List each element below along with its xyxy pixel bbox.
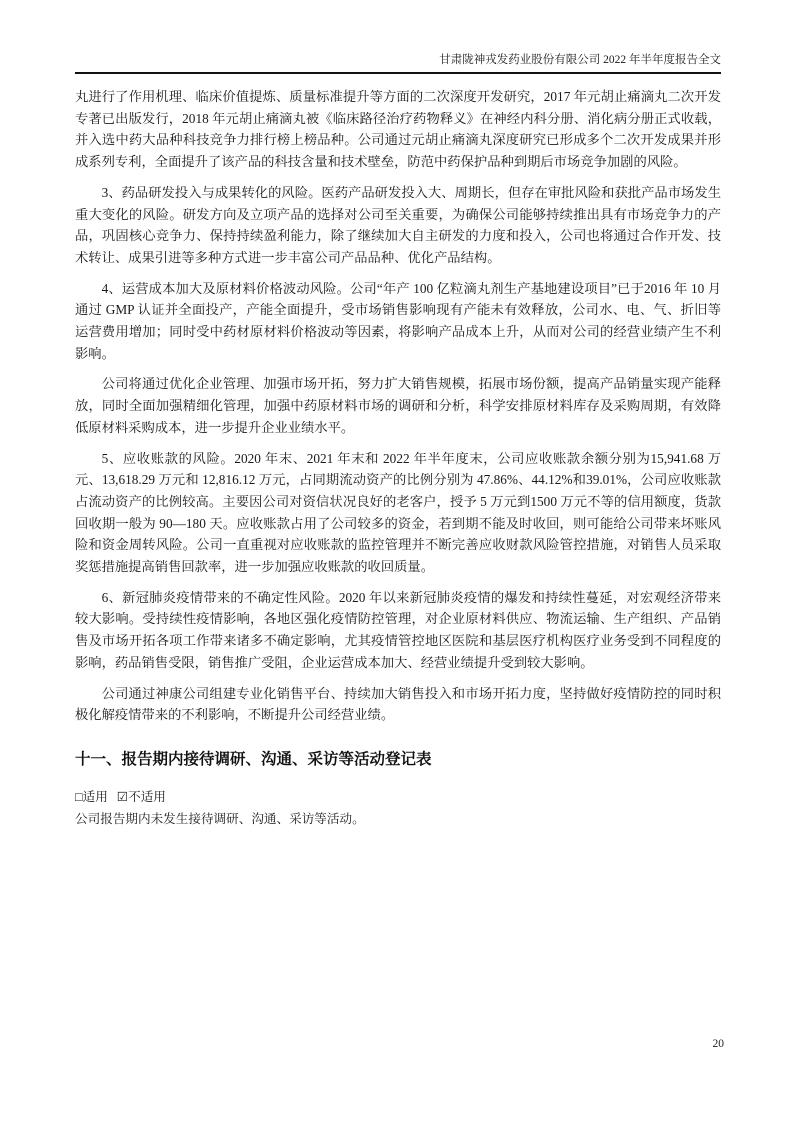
page-footer	[713, 1038, 725, 1050]
not-applicable-option	[117, 790, 166, 804]
body-paragraph: 丸进行了作用机理、临床价值提炼、质量标准提升等方面的二次深度开发研究，2017 年元胡止痛滴丸二次开发专著已出版发行，2018 年元胡止痛滴丸被《临床路径治疗药物释义》在神经内科分册、消化病分册正式收载，并入选中药大品种科技竞争力排行榜上榜品种。公司通过元胡止痛滴丸深度研究已形成多个二次开发成果并形成系列专利，全面提升了该产品的科技含量和技术壁垒，防范中药保护品种到期后市场竞争加剧的风险。	[75, 89, 721, 170]
body-paragraph: 公司将通过优化企业管理、加强市场开拓，努力扩大销售规模，拓展市场份额，提高产品销量实现产能释放，同时全面加强精细化管理，加强中药原材料市场的调研和分析，科学安排原材料库存及采购周期，有效降低原材料采购成本，进一步提升企业业绩水平。	[75, 376, 721, 435]
applicable-checkbox-icon: □	[75, 789, 83, 804]
header-title: 甘肃陇神戎发药业股份有限公司 2022 年半年度报告全文	[439, 54, 721, 66]
body-paragraph: 3、药品研发投入与成果转化的风险。医药产品研发投入大、周期长，但存在审批风险和获批产品市场发生重大变化的风险。研发方向及立项产品的选择对公司至关重要，为确保公司能够持续推出具有市场竞争力的产品，巩固核心竞争力、保持持续盈利能力，除了继续加大自主研发的力度和投入，公司也将通过合作开发、技术转让、成果引进等多种方式进一步丰富公司产品品种、优化产品结构。	[75, 184, 721, 265]
section-note: 公司报告期内未发生接待调研、沟通、采访等活动。	[75, 811, 365, 826]
page-number: 20	[712, 1038, 724, 1050]
not-applicable-checkbox-icon: ☑	[116, 789, 129, 804]
body-paragraph: 4、运营成本加大及原材料价格波动风险。公司“年产 100 亿粒滴丸剂生产基地建设项目”已于2016 年 10 月通过 GMP 认证并全面投产，产能全面提升，受市场销售影响现有产能未有效释放，公司水、电、气、折旧等运营费用增加；同时受中药材原材料价格波动等因素，将影响产品成本上升，从而对公司的经营业绩产生不利影响。	[75, 280, 721, 361]
body-paragraph: 5、应收账款的风险。2020 年末、2021 年末和 2022 年半年度末，公司应收账款余额分别为15,941.68 万元、13,618.29 万元和 12,816.12 万元，占同期流动资产的比例分别为 47.86%、44.12%和39.01%，公司应收账款占流动资产的比例较高。主要因公司对资信状况良好的老客户，授予 5 万元到1500 万元不等的信用额度，货款回收期一般为 90—180 天。应收账款占用了公司较多的资金，若到期不能及时收回，则可能给公司带来坏账风险和资金周转风险。公司一直重视对应收账款的监控管理并不断完善应收财款风险管控措施，对销售人员采取奖惩措施提高销售回款率，进一步加强应收账款的收回质量。	[75, 450, 721, 575]
body-paragraph: 6、新冠肺炎疫情带来的不确定性风险。2020 年以来新冠肺炎疫情的爆发和持续性蔓延，对宏观经济带来较大影响。受持续性疫情影响，各地区强化疫情防控管理，对企业原材料供应、物流运输、生产组织、产品销售及市场开拓各项工作带来诸多不确定影响，尤其疫情管控地区医院和基层医疗机构医疗业务受到不同程度的影响，药品销售受限，销售推广受阻，企业运营成本加大、经营业绩提升受到较大影响。	[75, 589, 721, 670]
not-applicable-label: 不适用	[128, 789, 166, 804]
applicable-label: 适用	[82, 789, 108, 804]
section-heading: 十一、报告期内接待调研、沟通、采访等活动登记表	[75, 749, 432, 768]
page-content	[75, 86, 721, 829]
page-header	[75, 0, 721, 74]
body-paragraph: 公司通过神康公司组建专业化销售平台、持续加大销售投入和市场开拓力度，坚持做好疫情防控的同时积极化解疫情带来的不利影响，不断提升公司经营业绩。	[75, 685, 721, 723]
applicable-option	[75, 790, 108, 804]
applicability-row	[75, 788, 721, 807]
